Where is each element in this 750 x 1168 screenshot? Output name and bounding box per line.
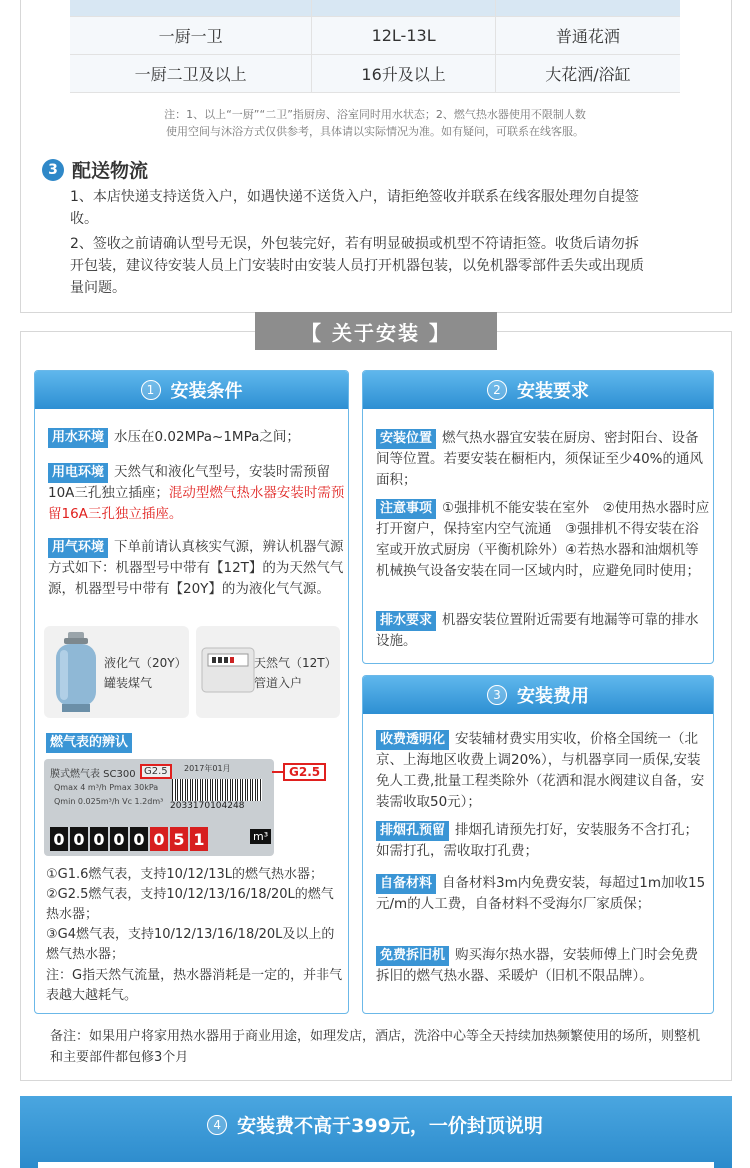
table-row <box>70 54 680 92</box>
fee-material-block <box>376 873 710 915</box>
bottom-title: 安装费不高于399元，一价封顶说明 <box>237 1115 543 1137</box>
meter-digits <box>50 827 208 851</box>
conditions-title: 安装条件 <box>170 381 243 402</box>
meter-qmax: Qmax 4 m³/h Pmax 30kPa <box>54 783 159 792</box>
meter-id-heading <box>46 731 138 753</box>
table-note-line: 注：1、以上“一厨”“二卫”指厨房、浴室同时用水状态；2、燃气热水器使用不限制人数 <box>164 108 586 121</box>
meter-badge: G2.5 <box>140 764 172 779</box>
table-header-cell <box>495 0 680 16</box>
water-env-text: 水压在0.02MPa~1MPa之间； <box>114 429 300 445</box>
meter-qmin: Qmin 0.025m³/h Vc 1.2dm³ <box>54 797 164 806</box>
water-env-block <box>48 427 343 448</box>
table-cell: 16升及以上 <box>312 54 496 92</box>
power-env-text: 天然气和液化气型号，安装时需预留10A三孔独立插座； <box>48 464 331 501</box>
gas-env-block <box>48 537 346 600</box>
table-cell: 一厨一卫 <box>70 16 312 54</box>
meter-id-tag: 燃气表的辨认 <box>46 733 132 753</box>
notice-block <box>376 498 710 582</box>
fee-removal-text: 购买海尔热水器，安装师傅上门时会免费拆旧的燃气热水器、采暖炉（旧机不限品牌）。 <box>376 947 699 984</box>
meter-digit: 0 <box>110 827 128 851</box>
meter-spec-list <box>46 865 346 965</box>
meter-date: 2017年01月 <box>184 764 231 773</box>
position-block <box>376 428 710 491</box>
table-note <box>60 106 690 140</box>
fee-removal-block <box>376 945 710 987</box>
install-banner: 【 关于安装 】 <box>255 312 497 350</box>
fee-material-tag: 自备材料 <box>376 874 436 894</box>
meter-serial: 2033170104248 <box>170 801 245 811</box>
meter-model: 膜式燃气表 SC300 <box>50 769 136 780</box>
delivery-paragraph-2: 2、签收之前请确认型号无误，外包装完好，若有明显破损或机型不符请拒签。收货后请勿拆开包装，建议待安装人员上门安装时由安装人员打开机器包装，以免机器零部件丢失或出现质量问题。 <box>70 236 644 296</box>
requirements-title: 安装要求 <box>517 381 589 402</box>
meter-spec-g25: ②G2.5燃气表，支持10/12/13/16/18/20L的燃气热水器； <box>46 887 334 922</box>
table-note-line: 使用空间与沐浴方式仅供参考，具体请以实际情况为准。如有疑问，可联系在线客服。 <box>166 125 584 138</box>
delivery-title: 配送物流 <box>72 160 149 182</box>
commercial-remark: 备注：如果用户将家用热水器用于商业用途，如理发店，酒店，洗浴中心等全天持续加热频繁使用的场所，则整机和主要部件都包修3个月 <box>50 1029 701 1065</box>
table-header-cell <box>70 0 312 16</box>
conditions-header <box>35 371 348 409</box>
meter-digit: 5 <box>170 827 188 851</box>
gas-env-text: 下单前请认真核实气源，辨认机器气源方式如下：机器型号中带有【12T】的为天然气气源，机器型号中带有【20Y】的为液化气气源。 <box>48 539 344 597</box>
delivery-heading <box>42 156 148 183</box>
position-text: 燃气热水器宜安装在厨房、密封阳台、设备间等位置。若要安装在橱柜内，须保证至少40%的通风面积； <box>376 430 704 488</box>
bottom-number-badge: 4 <box>207 1115 227 1135</box>
lpg-cylinder-box <box>44 626 189 718</box>
section-number-badge: 3 <box>42 159 64 181</box>
lpg-label-1: 液化气（20Y） <box>104 656 187 670</box>
gas-meter-icon <box>200 644 256 694</box>
delivery-paragraph-1: 1、本店快递支持送货入户，如遇快递不送货入户，请拒绝签收并联系在线客服处理勿自提签收。 <box>70 189 639 227</box>
meter-digit: 0 <box>150 827 168 851</box>
fees-title: 安装费用 <box>517 686 589 707</box>
fee-transparent-tag: 收费透明化 <box>376 730 449 750</box>
ng-meter-box <box>196 626 340 718</box>
fee-hole-tag: 排烟孔预留 <box>376 821 449 841</box>
table-header-cell <box>312 0 496 16</box>
meter-photo <box>44 759 274 856</box>
gas-env-tag: 用气环境 <box>48 538 108 558</box>
ng-label-1: 天然气（12T） <box>254 656 337 670</box>
panel-number-badge: 2 <box>487 380 507 400</box>
meter-digit: 0 <box>50 827 68 851</box>
drain-block <box>376 610 710 652</box>
power-env-tag: 用电环境 <box>48 463 108 483</box>
table-cell: 12L-13L <box>312 16 496 54</box>
fee-hole-text: 排烟孔请预先打好，安装服务不含打孔；如需打孔，需收取打孔费； <box>376 822 699 859</box>
fee-hole-block <box>376 820 710 862</box>
meter-note: 注：G指天然气流量，热水器消耗是一定的，并非气表越大越耗气。 <box>46 968 343 1003</box>
table-header-row <box>70 0 680 16</box>
table-cell: 一厨二卫及以上 <box>70 54 312 92</box>
meter-digit: 0 <box>90 827 108 851</box>
meter-digit: 1 <box>190 827 208 851</box>
g25-callout: G2.5 <box>283 763 326 781</box>
table-cell: 普通花洒 <box>495 16 680 54</box>
lpg-label-2: 罐装煤气 <box>104 676 153 690</box>
fee-transparent-block <box>376 729 710 813</box>
bottom-title-row <box>0 1111 750 1138</box>
fee-removal-tag: 免费拆旧机 <box>376 946 449 966</box>
panel-number-badge: 1 <box>141 380 161 400</box>
ng-label-2: 管道入户 <box>254 676 303 690</box>
callout-arrow <box>272 771 283 773</box>
fee-transparent-text: 安装辅材费实用实收，价格全国统一（北京、上海地区收费上调20%），与机器享同一质保,安装免人工费,批量工程类除外（花洒和混水阀建议自备，安装需收取50元）； <box>376 731 705 810</box>
bottom-banner-inner <box>38 1162 714 1168</box>
gas-cylinder-icon <box>52 630 100 714</box>
barcode <box>172 779 262 801</box>
notice-text: ①强排机不能安装在室外 ②使用热水器时应打开窗户，保持室内空气流通 ③强排机不得安装在浴室或开放式厨房（平衡机除外）④若热水器和油烟机等机械换气设备安装在同一区域内时，应避免同时使用； <box>376 500 710 579</box>
fee-material-text: 自备材料3m内免费安装，每超过1m加收15元/m的人工费，自备材料不受海尔厂家质保； <box>376 875 706 912</box>
panel-number-badge: 3 <box>487 685 507 705</box>
drain-text: 机器安装位置附近需要有地漏等可靠的排水设施。 <box>376 612 699 649</box>
fees-header <box>363 676 713 714</box>
capacity-table <box>70 0 680 93</box>
meter-spec-g16: ①G1.6燃气表，支持10/12/13L的燃气热水器； <box>46 867 324 882</box>
drain-tag: 排水要求 <box>376 611 436 631</box>
power-env-block <box>48 462 346 525</box>
table-cell: 大花洒/浴缸 <box>495 54 680 92</box>
position-tag: 安装位置 <box>376 429 436 449</box>
meter-digit: 0 <box>70 827 88 851</box>
table-row <box>70 16 680 54</box>
power-env-warning: 混动型燃气热水器安装时需预留16A三孔独立插座。 <box>48 485 345 522</box>
notice-tag: 注意事项 <box>376 499 436 519</box>
meter-unit: m³ <box>250 829 271 844</box>
requirements-header <box>363 371 713 409</box>
meter-digit: 0 <box>130 827 148 851</box>
water-env-tag: 用水环境 <box>48 428 108 448</box>
meter-spec-g4: ③G4燃气表，支持10/12/13/16/18/20L及以上的燃气热水器； <box>46 927 335 962</box>
